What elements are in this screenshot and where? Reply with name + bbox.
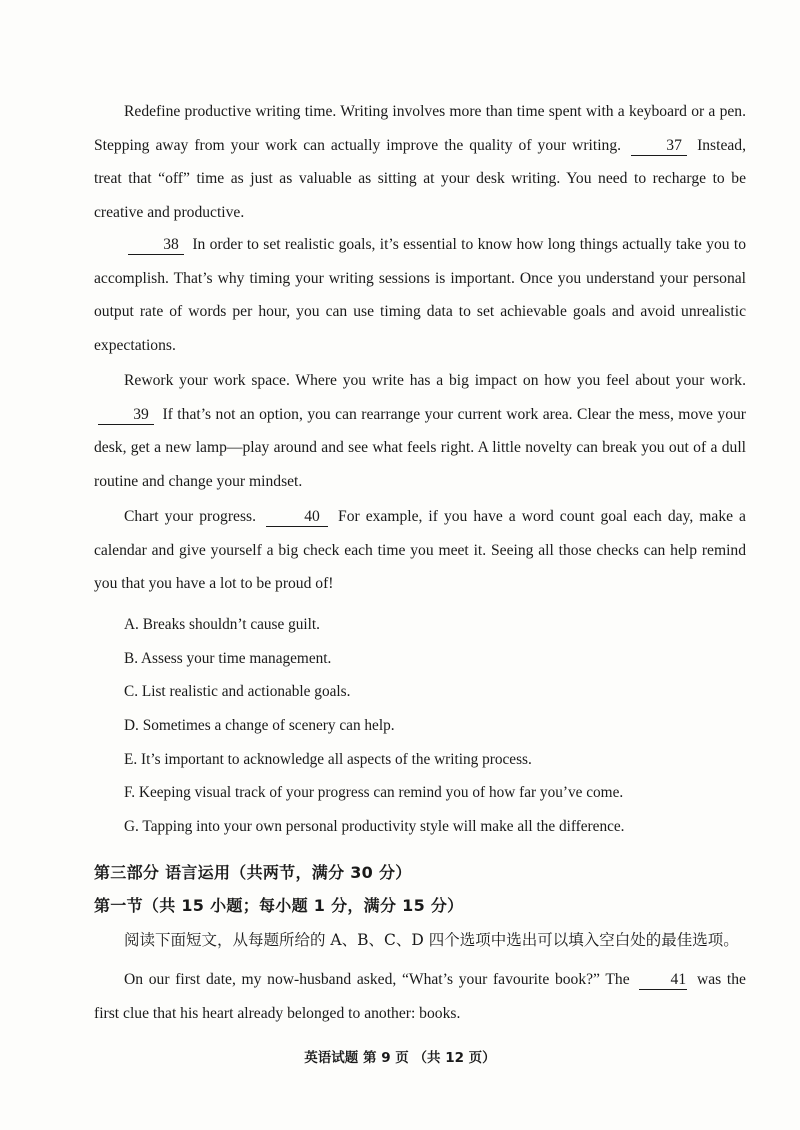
- paragraph-text: On our first date, my now-husband asked, “What’s your favourite book?” The: [124, 971, 630, 988]
- blank-39: 39: [98, 406, 154, 425]
- paragraph-text: Chart your progress.: [124, 508, 256, 525]
- option-c: C. List realistic and actionable goals.: [124, 683, 351, 700]
- paragraph-text: was the first clue that his heart already belonged to another: books.: [94, 971, 746, 1022]
- instruction: 阅读下面短文，从每题所给的 A、B、C、D 四个选项中选出可以填入空白处的最佳选项。: [124, 931, 739, 949]
- paragraph-text: If that’s not an option, you can rearrange your current work area. Clear the mess, move your desk, get a new lamp—play around and see what feels right. A little novelty can break you out of a dull routine and change your mindset.: [94, 405, 746, 491]
- paragraph-rework-space: [94, 364, 746, 499]
- paragraph-chart-progress: [94, 500, 746, 601]
- option-e: E. It’s important to acknowledge all aspects of the writing process.: [124, 751, 532, 768]
- option-a: A. Breaks shouldn’t cause guilt.: [124, 616, 320, 633]
- paragraph-redefine-writing-time: [94, 95, 746, 230]
- blank-41: 41: [639, 971, 687, 990]
- option-d: D. Sometimes a change of scenery can help.: [124, 717, 395, 734]
- blank-38: 38: [128, 236, 184, 255]
- option-f: F. Keeping visual track of your progress can remind you of how far you’ve come.: [124, 784, 624, 801]
- section-heading: 第一节（共 15 小题；每小题 1 分，满分 15 分）: [94, 896, 464, 915]
- option-g: G. Tapping into your own personal productivity style will make all the difference.: [124, 818, 625, 835]
- paragraph-text: Instead, treat that “off” time as just as valuable as sitting at your desk writing. You need to recharge to be creative and productive.: [94, 136, 746, 222]
- paragraph-text: For example, if you have a word count goal each day, make a calendar and give yourself a big check each time you meet it. Seeing all those checks can help remind you that you have a lot to be proud of!: [94, 508, 746, 593]
- paragraph-text: Rework your work space. Where you write has a big impact on how you feel about your work.: [124, 372, 746, 389]
- cloze-paragraph: [94, 963, 746, 1030]
- blank-40: 40: [266, 508, 328, 527]
- paragraph-text: In order to set realistic goals, it’s essential to know how long things actually take you to accomplish. That’s why timing your writing sessions is important. Once you understand your personal output rate of words per hour, you can use timing data to set achievable goals and avoid unrealistic expectations.: [94, 236, 746, 355]
- page-footer: 英语试题 第 9 页 （共 12 页）: [304, 1050, 496, 1066]
- paragraph-text: Redefine productive writing time. Writing involves more than time spent with a keyboard or a pen. Stepping away from your work can actually improve the quality of your writing.: [94, 103, 746, 154]
- paragraph-timing: [94, 228, 746, 363]
- blank-37: 37: [631, 137, 687, 156]
- part-heading: 第三部分 语言运用（共两节，满分 30 分）: [94, 863, 412, 882]
- option-b: B. Assess your time management.: [124, 650, 332, 667]
